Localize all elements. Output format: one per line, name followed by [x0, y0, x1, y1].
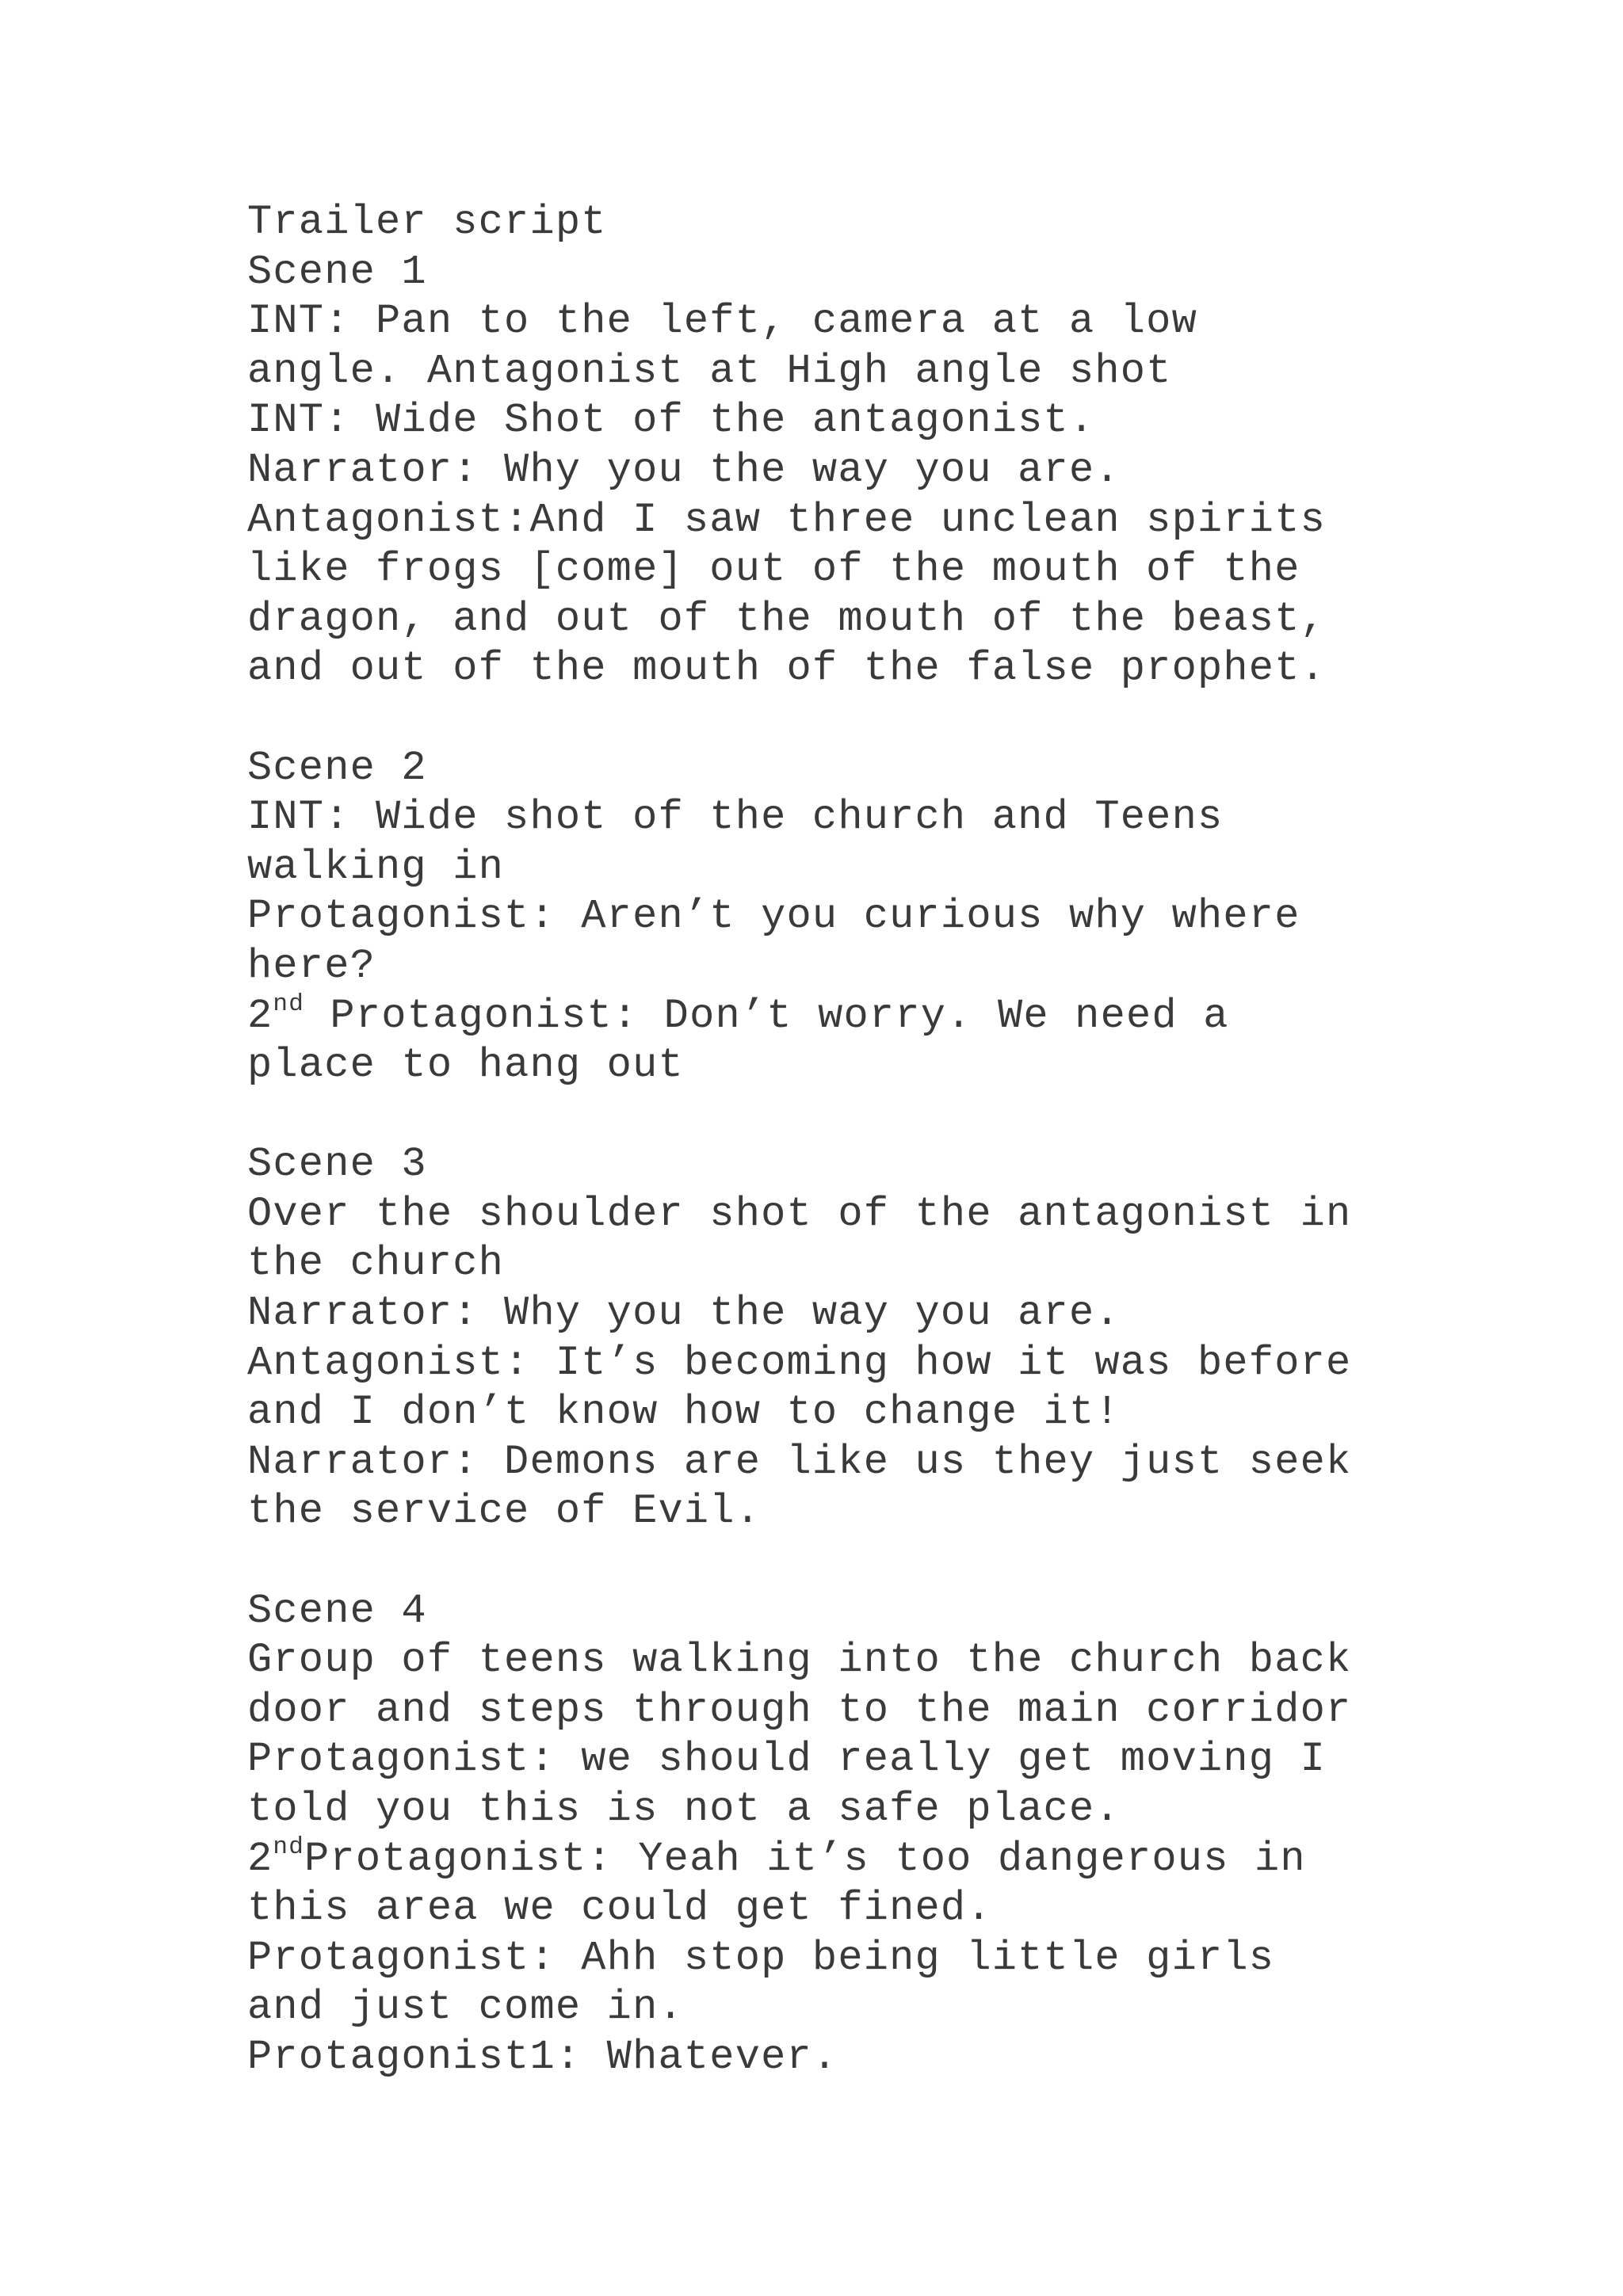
script-line: Narrator: Why you the way you are.: [247, 1290, 1121, 1337]
script-line: Group of teens walking into the church back: [247, 1637, 1352, 1684]
scene-heading: Scene 3: [247, 1141, 427, 1188]
ordinal-number: 2: [247, 1835, 273, 1882]
blank-line: [247, 1091, 1484, 1141]
ordinal-suffix: nd: [273, 1833, 305, 1862]
scene-heading: Scene 1: [247, 248, 427, 296]
script-line: INT: Wide shot of the church and Teens: [247, 794, 1224, 841]
script-line: here?: [247, 942, 376, 990]
script-line: this area we could get fined.: [247, 1885, 992, 1932]
script-line: Antagonist:And I saw three unclean spirits: [247, 496, 1327, 543]
script-line: Protagonist: we should really get moving I: [247, 1736, 1327, 1783]
script-line: and out of the mouth of the false prophet.: [247, 645, 1327, 692]
scene-heading: Scene 2: [247, 744, 427, 791]
script-line: Protagonist1: Whatever.: [247, 2033, 838, 2081]
script-line: dragon, and out of the mouth of the beast,: [247, 595, 1327, 643]
script-line: [247, 992, 1484, 1042]
script-line: Narrator: Demons are like us they just seek: [247, 1438, 1352, 1486]
script-line: walking in: [247, 843, 505, 891]
script-line: place to hang out: [247, 1042, 684, 1089]
script-line: Protagonist: Aren’t you curious why where: [247, 893, 1300, 940]
script-line: and I don’t know how to change it!: [247, 1389, 1121, 1436]
script-line: Over the shoulder shot of the antagonist in: [247, 1190, 1352, 1238]
script-document: [247, 198, 1484, 2083]
blank-line: [247, 694, 1484, 744]
line-text: Protagonist: Don’t worry. We need a: [304, 992, 1229, 1039]
script-line: [247, 1835, 1484, 1885]
line-text: Protagonist: Yeah it’s too dangerous in: [304, 1835, 1306, 1882]
script-line: and just come in.: [247, 1984, 684, 2031]
ordinal-number: 2: [247, 992, 273, 1039]
script-line: door and steps through to the main corridor: [247, 1686, 1352, 1733]
script-line: angle. Antagonist at High angle shot: [247, 347, 1172, 395]
script-line: the service of Evil.: [247, 1488, 762, 1535]
script-line: the church: [247, 1240, 505, 1287]
script-line: INT: Pan to the left, camera at a low: [247, 298, 1197, 345]
script-line: Protagonist: Ahh stop being little girls: [247, 1934, 1275, 1981]
ordinal-suffix: nd: [273, 990, 305, 1019]
script-line: Narrator: Why you the way you are.: [247, 446, 1121, 494]
script-line: told you this is not a safe place.: [247, 1786, 1121, 1833]
script-line: like frogs [come] out of the mouth of the: [247, 546, 1300, 593]
script-line: Antagonist: It’s becoming how it was before: [247, 1339, 1352, 1386]
document-title: Trailer script: [247, 199, 607, 246]
blank-line: [247, 1537, 1484, 1587]
scene-heading: Scene 4: [247, 1587, 427, 1634]
script-line: INT: Wide Shot of the antagonist.: [247, 397, 1095, 444]
